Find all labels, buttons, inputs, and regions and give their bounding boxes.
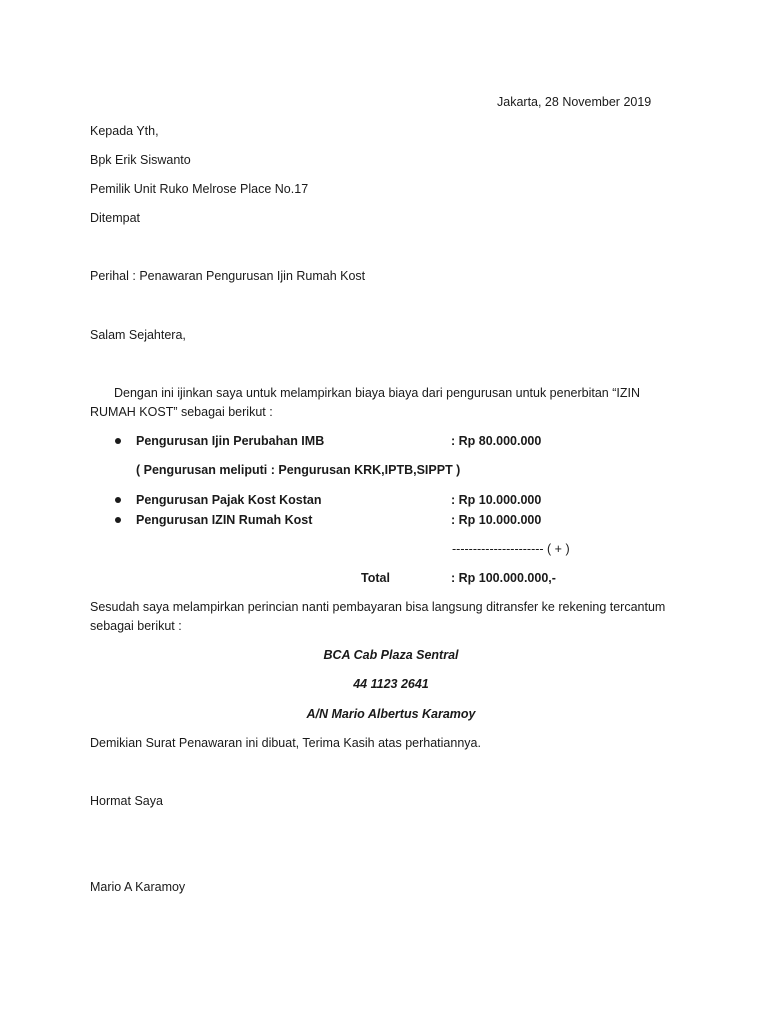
intro-paragraph-line-1: Dengan ini ijinkan saya untuk melampirkan biaya biaya dari pengurusan untuk penerbitan “IZIN [114,386,641,400]
recipient-name: Bpk Erik Siswanto [90,153,191,167]
closing-sentence: Demikian Surat Penawaran ini dibuat, Terima Kasih atas perhatiannya. [90,736,481,750]
letter-salutation: Salam Sejahtera, [90,328,186,342]
bank-account-number: 44 1123 2641 [353,677,429,691]
letter-subject: Perihal : Penawaran Pengurusan Ijin Rumah Kost [90,269,366,283]
total-label: Total [361,571,390,585]
cost-item-label: Pengurusan IZIN Rumah Kost [136,513,313,527]
letter-date: Jakarta, 28 November 2019 [497,95,652,109]
bullet-icon [115,438,121,444]
payment-paragraph-line-2: sebagai berikut : [90,619,182,633]
cost-item-label: Pengurusan Ijin Perubahan IMB [136,434,325,448]
recipient-place: Ditempat [90,211,141,225]
bank-account-holder: A/N Mario Albertus Karamoy [306,707,476,721]
payment-paragraph-line-1: Sesudah saya melampirkan perincian nanti pembayaran bisa langsung ditransfer ke rekening tercantum [90,600,666,614]
bank-name: BCA Cab Plaza Sentral [323,648,459,662]
recipient-greeting: Kepada Yth, [90,124,159,138]
sum-separator: ---------------------- ( + ) [452,542,570,556]
intro-paragraph-line-2: RUMAH KOST” sebagai berikut : [90,405,273,419]
signature-name: Mario A Karamoy [90,880,186,894]
total-amount: : Rp 100.000.000,- [451,571,556,585]
cost-item-amount: : Rp 80.000.000 [451,434,542,448]
regards: Hormat Saya [90,794,163,808]
cost-item-amount: : Rp 10.000.000 [451,513,542,527]
bullet-icon [115,497,121,503]
recipient-title: Pemilik Unit Ruko Melrose Place No.17 [90,182,309,196]
bullet-icon [115,517,121,523]
cost-item-label: Pengurusan Pajak Kost Kostan [136,493,322,507]
cost-item-amount: : Rp 10.000.000 [451,493,542,507]
cost-item-note: ( Pengurusan meliputi : Pengurusan KRK,IPTB,SIPPT ) [136,463,461,477]
